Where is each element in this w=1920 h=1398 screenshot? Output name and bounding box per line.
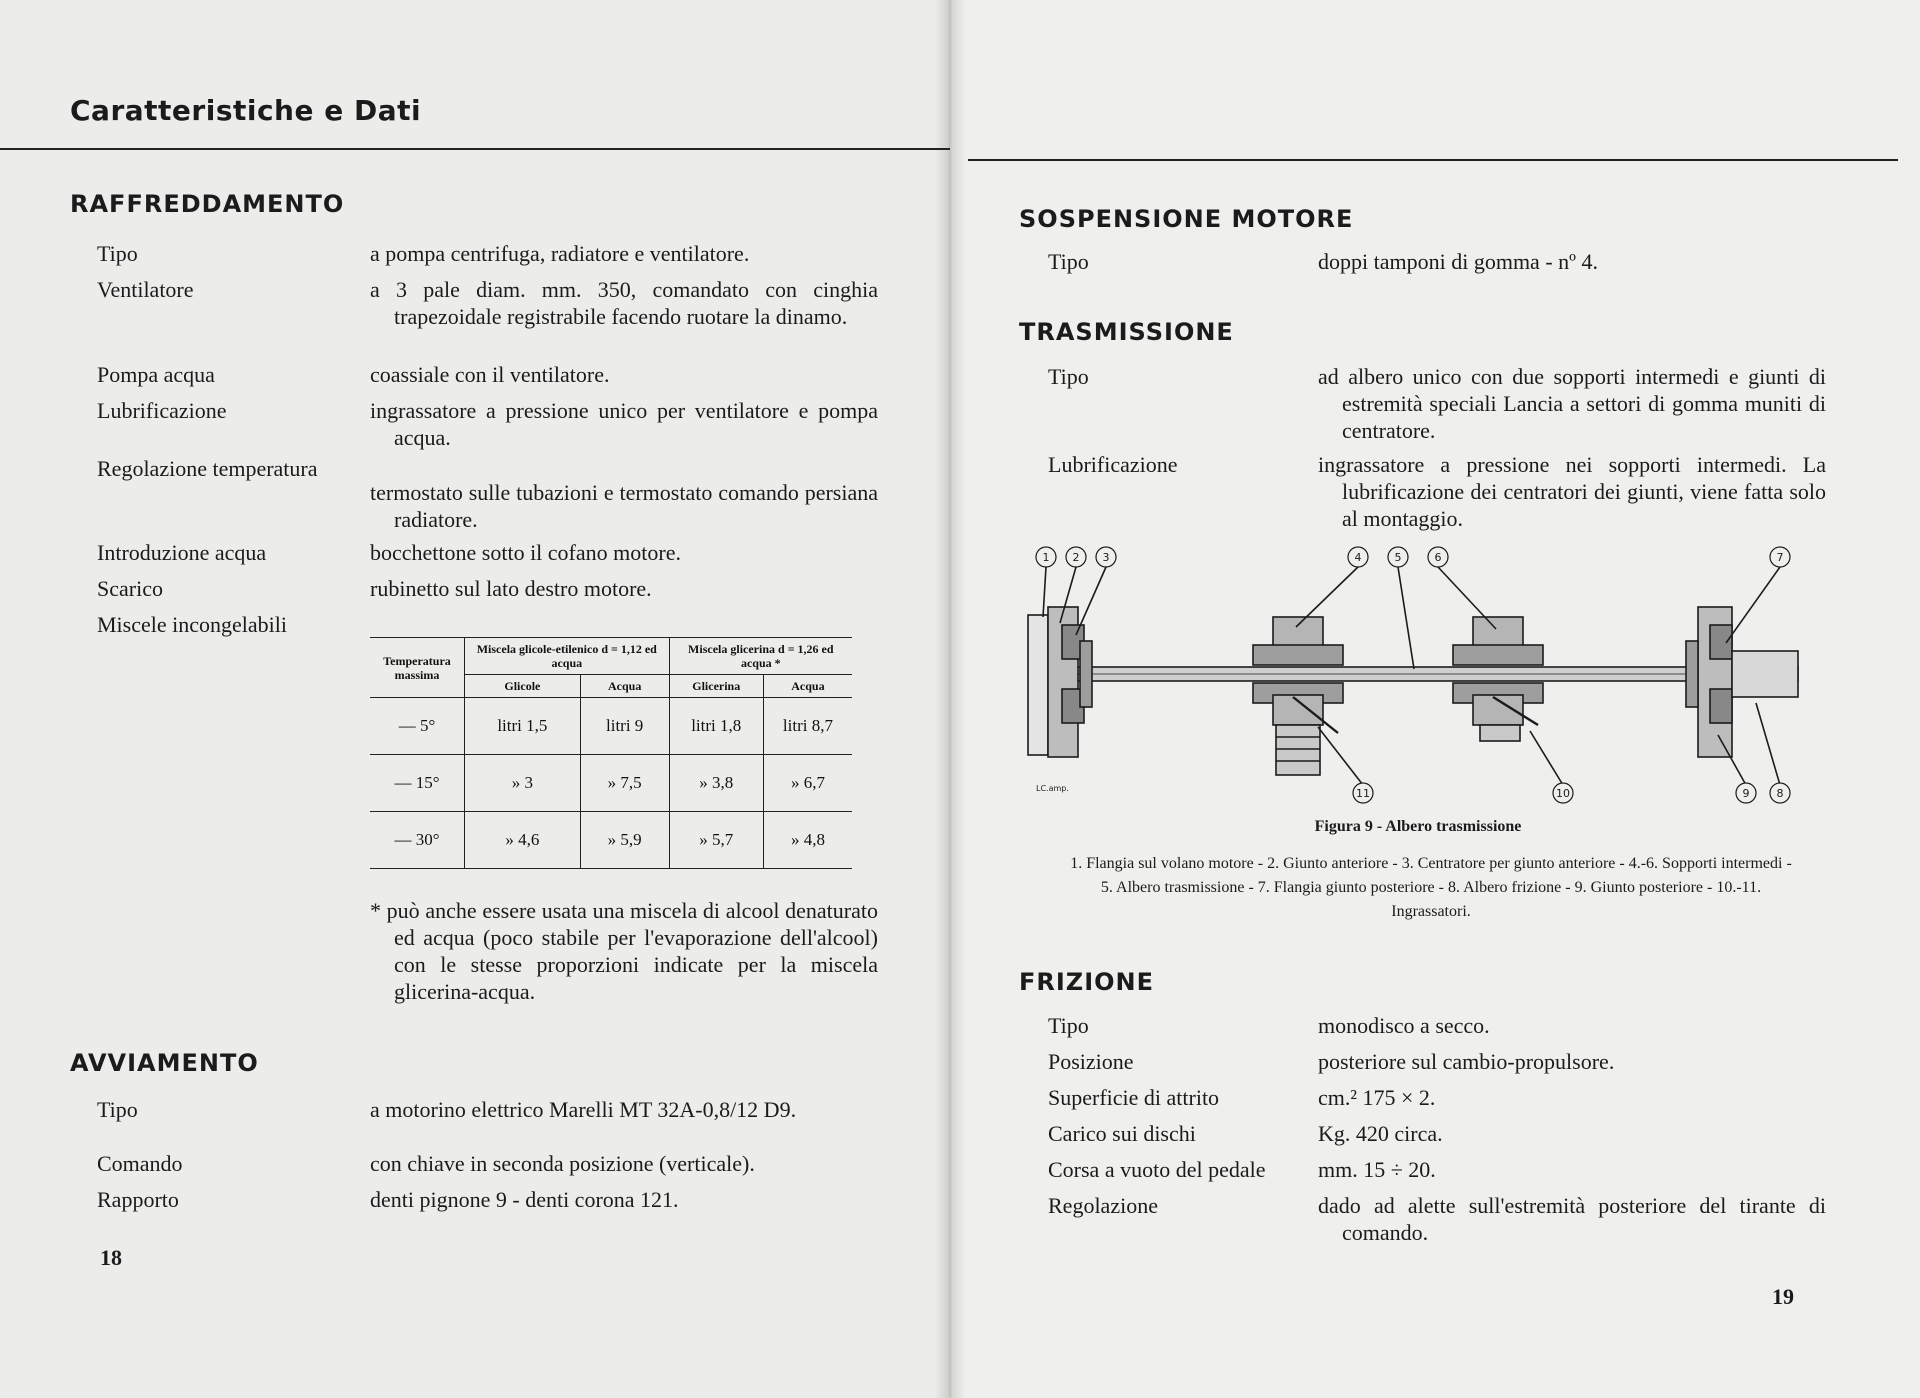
spec-label: Tipo: [1048, 1013, 1089, 1038]
figure-caption-title: Figura 9 - Albero trasmissione: [1314, 818, 1522, 835]
table-cell: » 5,7: [669, 812, 763, 869]
spec-label: Carico sui dischi: [1048, 1121, 1196, 1146]
figure-caption-text: 1. Flangia sul volano motore - 2. Giunto anteriore - 3. Centratore per giunto anteriore - 4.-6. Sopporti intermedi - 5. Albero trasmissione - 7. Flangia giunto posteriore - 8. Albero frizione - 9. Giunto posteriore - 10.-11. Ingrassatori.: [1070, 855, 1792, 920]
spec-label: Miscele incongelabili: [97, 612, 287, 637]
spec-label: Corsa a vuoto del pedale: [1048, 1157, 1266, 1182]
page-number-right: 19: [1772, 1284, 1794, 1309]
table-cell: » 4,8: [763, 812, 852, 869]
table-cell: litri 1,5: [465, 698, 581, 755]
callout-label: 1: [1042, 551, 1050, 564]
table-cell: » 5,9: [580, 812, 669, 869]
page-number-left: 18: [100, 1245, 122, 1270]
spec-label: Superficie di attrito: [1048, 1085, 1220, 1110]
table-cell-temp: — 30°: [370, 812, 465, 869]
header-rule-right: [968, 159, 1898, 161]
spec-value: rubinetto sul lato destro motore.: [370, 576, 652, 601]
spec-label: Lubrificazione: [1048, 452, 1178, 477]
section-heading-trasmissione: TRASMISSIONE: [1019, 318, 1234, 346]
table-header-glycol-mix: Miscela glicole-etilenico d = 1,12 ed acqua: [465, 638, 670, 675]
spec-label: Posizione: [1048, 1049, 1134, 1074]
callout-label: 8: [1776, 787, 1784, 800]
spec-label: Tipo: [97, 1097, 138, 1122]
spec-label: Regolazione temperatura: [97, 456, 318, 481]
table-header-glycerin-mix: Miscela glicerina d = 1,26 ed acqua *: [669, 638, 852, 675]
spec-value: dado ad alette sull'estremità posteriore del tirante di comando.: [1318, 1193, 1826, 1245]
antifreeze-mixture-table: [370, 637, 852, 869]
spec-value: termostato sulle tubazioni e termostato comando persiana radiatore.: [370, 480, 878, 532]
spec-value: Kg. 420 circa.: [1318, 1121, 1443, 1146]
spec-value: a motorino elettrico Marelli MT 32A-0,8/12 D9.: [370, 1097, 797, 1122]
table-cell-temp: — 15°: [370, 755, 465, 812]
callout-label: 7: [1776, 551, 1784, 564]
callout-label: 11: [1356, 787, 1370, 800]
header-rule-left: [0, 148, 950, 150]
spec-value: con chiave in seconda posizione (verticale).: [370, 1151, 755, 1176]
spec-label: Comando: [97, 1151, 183, 1176]
spec-value: ingrassatore a pressione unico per ventilatore e pompa acqua.: [370, 398, 878, 450]
table-subheader-glicerina: Glicerina: [669, 675, 763, 698]
spec-label: Introduzione acqua: [97, 540, 267, 565]
table-subheader-glicole: Glicole: [465, 675, 581, 698]
section-heading-avviamento: AVVIAMENTO: [70, 1049, 259, 1077]
spec-value: a pompa centrifuga, radiatore e ventilatore.: [370, 241, 750, 266]
table-cell: » 4,6: [465, 812, 581, 869]
spec-label: Ventilatore: [97, 277, 194, 302]
table-footnote: * può anche essere usata una miscela di alcool denaturato ed acqua (poco stabile per l'evaporazione dell'alcool) con le stesse proporzioni indicate per la miscela glicerina-acqua.: [370, 898, 878, 1004]
spec-value: mm. 15 ÷ 20.: [1318, 1157, 1436, 1182]
spec-value: ingrassatore a pressione nei sopporti intermedi. La lubrificazione dei centratori dei giunti, viene fatta solo al montaggio.: [1318, 452, 1826, 531]
spec-value: cm.² 175 × 2.: [1318, 1085, 1436, 1110]
spec-label: Lubrificazione: [97, 398, 227, 423]
spec-value: doppi tamponi di gomma - nº 4.: [1318, 249, 1598, 274]
section-heading-raffreddamento: RAFFREDDAMENTO: [70, 190, 345, 218]
spec-label: Rapporto: [97, 1187, 179, 1212]
section-heading-sospensione-motore: SOSPENSIONE MOTORE: [1019, 205, 1354, 233]
table-subheader-acqua: Acqua: [763, 675, 852, 698]
running-title: Caratteristiche e Dati: [70, 94, 422, 127]
table-cell: litri 1,8: [669, 698, 763, 755]
table-row: [370, 698, 852, 755]
book-gutter: [935, 0, 965, 1398]
illustrator-signature: LC.amp.: [1036, 784, 1069, 793]
callout-label: 5: [1394, 551, 1402, 564]
spec-value: bocchettone sotto il cofano motore.: [370, 540, 681, 565]
table-cell-temp: — 5°: [370, 698, 465, 755]
spec-label: Tipo: [97, 241, 138, 266]
spec-value: posteriore sul cambio-propulsore.: [1318, 1049, 1615, 1074]
spec-value: monodisco a secco.: [1318, 1013, 1490, 1038]
section-heading-frizione: FRIZIONE: [1019, 968, 1155, 996]
table-cell: » 3,8: [669, 755, 763, 812]
callout-label: 3: [1102, 551, 1110, 564]
callout-label: 2: [1072, 551, 1080, 564]
drive-shaft-diagram: [1018, 545, 1818, 805]
table-row: [370, 755, 852, 812]
spec-label: Scarico: [97, 576, 163, 601]
table-header-temperature: Temperatura massima: [370, 638, 465, 698]
table-subheader-acqua: Acqua: [580, 675, 669, 698]
table-cell: litri 8,7: [763, 698, 852, 755]
spec-value: coassiale con il ventilatore.: [370, 362, 610, 387]
table-cell: » 7,5: [580, 755, 669, 812]
spec-label: Pompa acqua: [97, 362, 215, 387]
spec-value: a 3 pale diam. mm. 350, comandato con cinghia trapezoidale registrabile facendo ruotare la dinamo.: [370, 277, 878, 329]
table-cell: » 3: [465, 755, 581, 812]
callout-label: 6: [1434, 551, 1442, 564]
table-cell: » 6,7: [763, 755, 852, 812]
spec-value: ad albero unico con due sopporti intermedi e giunti di estremità speciali Lancia a settori di gomma muniti di centratore.: [1318, 364, 1826, 443]
table-cell: litri 9: [580, 698, 669, 755]
callout-label: 4: [1354, 551, 1362, 564]
spec-label: Tipo: [1048, 249, 1089, 274]
callout-label: 9: [1742, 787, 1750, 800]
callout-label: 10: [1556, 787, 1570, 800]
spec-label: Tipo: [1048, 364, 1089, 389]
table-row: [370, 812, 852, 869]
spec-label: Regolazione: [1048, 1193, 1158, 1218]
spec-value: denti pignone 9 - denti corona 121.: [370, 1187, 679, 1212]
